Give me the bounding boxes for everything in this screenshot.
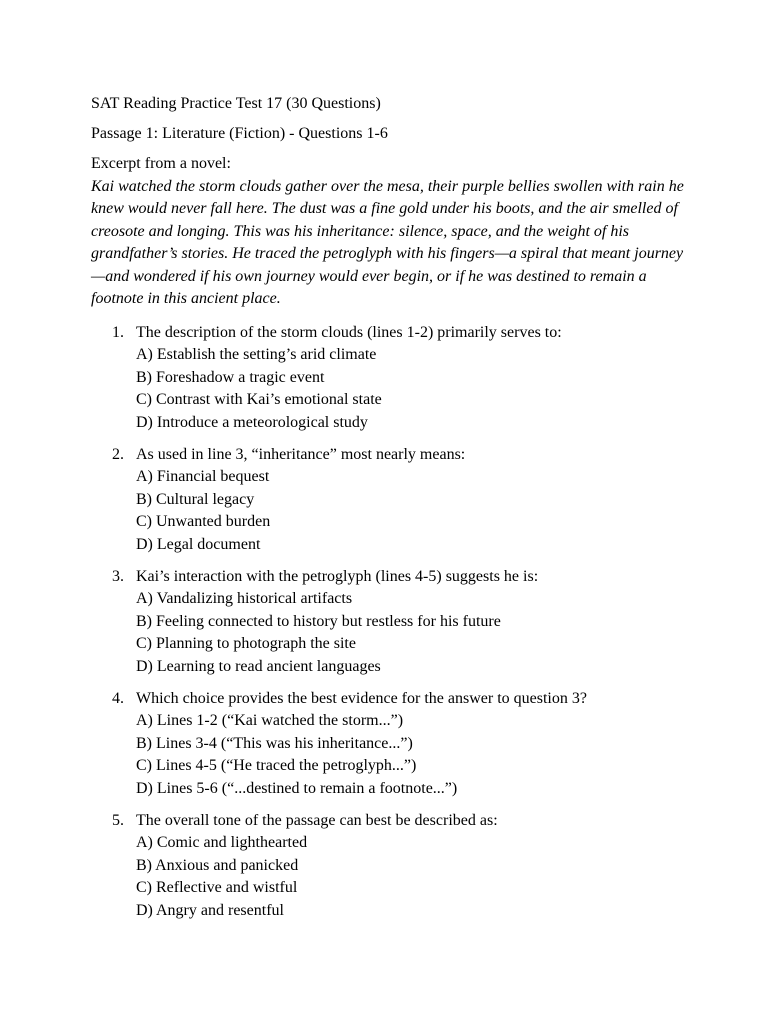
question-item xyxy=(91,810,691,923)
answer-choice: C) Reflective and wistful xyxy=(136,879,298,896)
passage-text: Kai watched the storm clouds gather over the mesa, their purple bellies swollen with rain he knew would never fall here. The dust was a fine gold under his boots, and the air smelled of creosote and longing. This was his inheritance: silence, space, and the weight of his grandfather’s stories. He traced the petroglyph with his fingers—a spiral that meant journey—and wondered if his own journey would ever begin, or if he was destined to remain a footnote in this ancient place. xyxy=(91,177,684,307)
question-item xyxy=(91,322,691,435)
question-stem: The description of the storm clouds (lines 1-2) primarily serves to: xyxy=(136,323,562,341)
question-stem: Which choice provides the best evidence for the answer to question 3? xyxy=(136,689,587,707)
question-item xyxy=(91,688,691,801)
document-title: SAT Reading Practice Test 17 (30 Questions) xyxy=(91,95,381,112)
answer-choice: C) Unwanted burden xyxy=(136,513,271,530)
question-item xyxy=(91,566,691,679)
question-number: 2. xyxy=(112,445,124,463)
answer-choice: A) Vandalizing historical artifacts xyxy=(136,590,353,607)
question-stem: As used in line 3, “inheritance” most nearly means: xyxy=(136,445,466,463)
answer-choice: C) Planning to photograph the site xyxy=(136,635,356,652)
question-number: 3. xyxy=(112,567,124,585)
question-stem: The overall tone of the passage can best be described as: xyxy=(136,811,498,829)
answer-choice: C) Contrast with Kai’s emotional state xyxy=(136,391,382,408)
answer-choice: A) Establish the setting’s arid climate xyxy=(136,346,377,363)
excerpt-label: Excerpt from a novel: xyxy=(91,155,231,172)
question-number: 5. xyxy=(112,811,124,829)
question-stem: Kai’s interaction with the petroglyph (lines 4-5) suggests he is: xyxy=(136,567,539,585)
answer-choice: B) Cultural legacy xyxy=(136,490,255,508)
section-heading: Passage 1: Literature (Fiction) - Questions 1-6 xyxy=(91,125,388,142)
answer-choice: D) Learning to read ancient languages xyxy=(136,657,381,675)
document-page xyxy=(91,93,691,932)
answer-choice: D) Legal document xyxy=(136,535,261,553)
answer-choice: B) Feeling connected to history but restless for his future xyxy=(136,612,501,630)
answer-choice: D) Lines 5-6 (“...destined to remain a footnote...”) xyxy=(136,779,458,797)
question-number: 1. xyxy=(112,323,124,341)
answer-choice: C) Lines 4-5 (“He traced the petroglyph...”) xyxy=(136,757,417,774)
question-item xyxy=(91,444,691,557)
answer-choice: B) Lines 3-4 (“This was his inheritance...”) xyxy=(136,734,413,752)
question-number: 4. xyxy=(112,689,124,707)
answer-choice: B) Foreshadow a tragic event xyxy=(136,368,325,386)
question-list xyxy=(91,322,691,923)
answer-choice: A) Financial bequest xyxy=(136,468,270,485)
answer-choice: D) Angry and resentful xyxy=(136,901,284,919)
answer-choice: B) Anxious and panicked xyxy=(136,856,299,874)
answer-choice: A) Comic and lighthearted xyxy=(136,834,308,851)
answer-choice: D) Introduce a meteorological study xyxy=(136,413,368,431)
answer-choice: A) Lines 1-2 (“Kai watched the storm...”) xyxy=(136,712,404,729)
